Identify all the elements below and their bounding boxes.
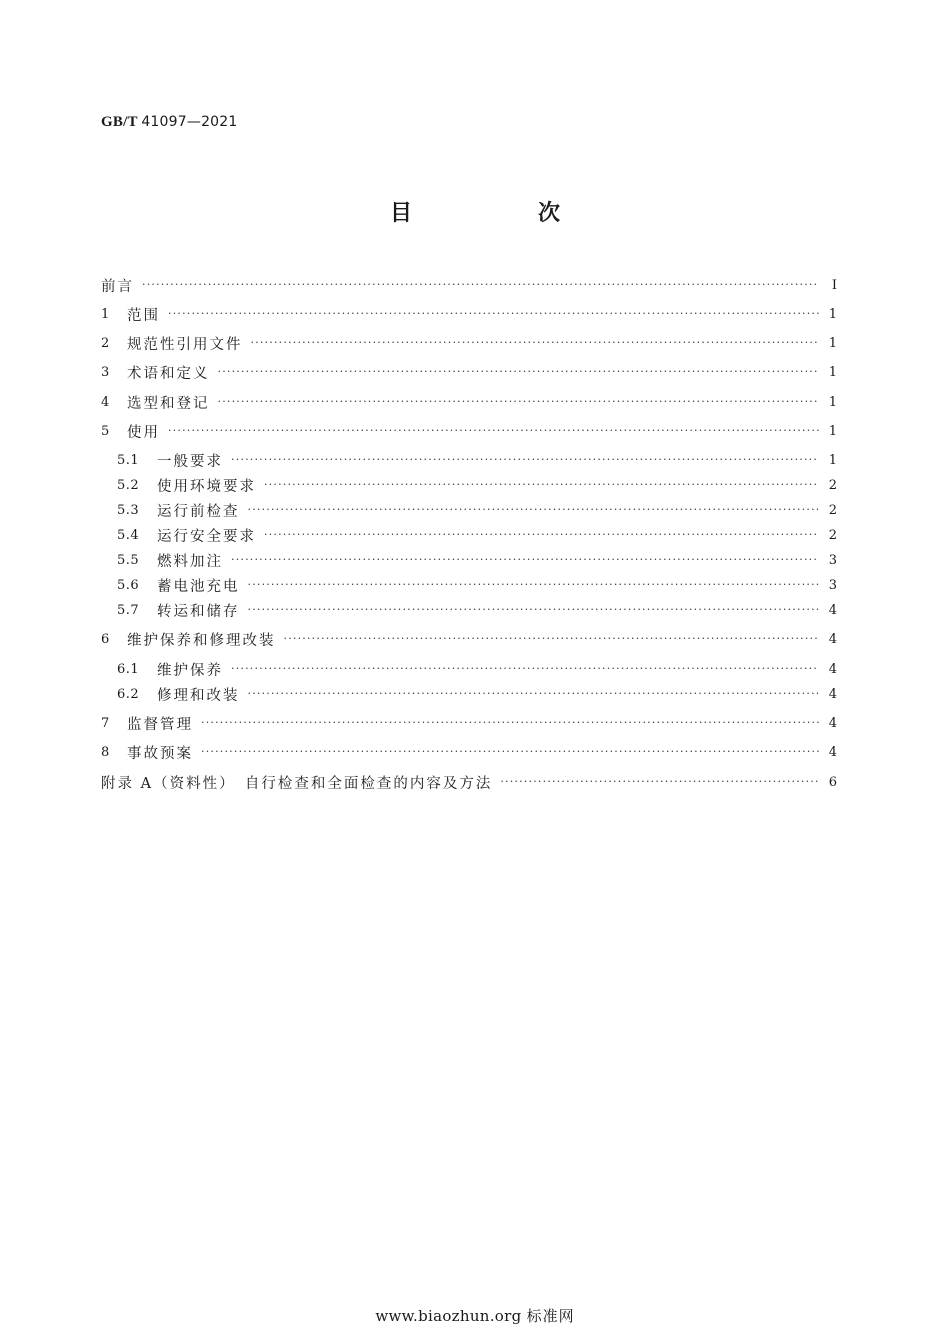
toc-entry-heading bbox=[101, 333, 243, 354]
toc-entry[interactable] bbox=[101, 574, 837, 596]
toc-leader-dots bbox=[168, 308, 819, 320]
toc-entry-page-number: 3 bbox=[828, 552, 837, 568]
toc-entry-number: 4 bbox=[101, 394, 110, 410]
toc-entry-label: 修理和改装 bbox=[157, 687, 240, 704]
toc-entry-heading bbox=[117, 450, 223, 471]
toc-entry[interactable] bbox=[101, 303, 837, 325]
toc-entry-label: 使用 bbox=[127, 424, 160, 441]
toc-entry-heading bbox=[101, 772, 492, 793]
toc-entry-heading bbox=[117, 550, 223, 571]
toc-entry-number: 8 bbox=[101, 744, 110, 760]
toc-entry[interactable] bbox=[101, 361, 837, 383]
toc-entry-number: 6 bbox=[101, 631, 110, 647]
toc-entry-page-number: Ⅰ bbox=[831, 277, 837, 293]
toc-entry-page-number: 2 bbox=[828, 502, 837, 518]
toc-entry-heading bbox=[117, 475, 256, 496]
toc-entry[interactable] bbox=[101, 712, 837, 734]
toc-entry-heading bbox=[117, 500, 240, 521]
toc-entry-heading bbox=[101, 275, 134, 296]
toc-entry[interactable] bbox=[101, 499, 837, 521]
footer bbox=[0, 1305, 950, 1326]
toc-entry[interactable] bbox=[101, 658, 837, 680]
toc-leader-dots bbox=[218, 396, 820, 408]
toc-entry-number: 5.6 bbox=[117, 577, 140, 593]
toc-entry-label: 维护保养和修理改装 bbox=[127, 632, 276, 649]
toc-entry-page-number: 1 bbox=[828, 364, 837, 380]
toc-entry-label: 一般要求 bbox=[157, 453, 223, 470]
toc-entry-page-number: 4 bbox=[828, 661, 837, 677]
toc-entry-heading bbox=[117, 600, 240, 621]
toc-entry-heading bbox=[117, 525, 256, 546]
toc-entry-heading bbox=[101, 421, 160, 442]
toc-entry-page-number: 3 bbox=[828, 577, 837, 593]
toc-entry-heading bbox=[101, 629, 276, 650]
toc-entry-page-number: 1 bbox=[828, 394, 837, 410]
toc-entry-heading bbox=[101, 362, 210, 383]
page-title: 目 次 bbox=[389, 201, 612, 226]
toc-entry-page-number: 1 bbox=[828, 335, 837, 351]
toc-entry-heading bbox=[101, 304, 160, 325]
toc-leader-dots bbox=[231, 663, 819, 675]
toc-leader-dots bbox=[248, 604, 820, 616]
toc-entry-heading bbox=[101, 713, 193, 734]
toc-entry-label: 监督管理 bbox=[127, 716, 193, 733]
toc-entry[interactable] bbox=[101, 683, 837, 705]
toc-leader-dots bbox=[231, 554, 819, 566]
toc-entry-number: 5 bbox=[101, 423, 110, 439]
toc-entry-label: 选型和登记 bbox=[127, 395, 210, 412]
toc-entry-number: 5.1 bbox=[117, 452, 140, 468]
toc-entry[interactable] bbox=[101, 549, 837, 571]
toc-leader-dots bbox=[231, 454, 819, 466]
toc-entry-label: 事故预案 bbox=[127, 745, 193, 762]
toc-entry-number: 5.4 bbox=[117, 527, 140, 543]
toc-entry-heading bbox=[101, 392, 210, 413]
footer-site-name: 标准网 bbox=[526, 1307, 575, 1325]
toc-leader-dots bbox=[142, 279, 819, 291]
toc-entry[interactable] bbox=[101, 771, 837, 793]
toc-entry-number: 6.2 bbox=[117, 686, 140, 702]
standard-number: 41097—2021 bbox=[141, 114, 238, 130]
toc-entry-number: 5.3 bbox=[117, 502, 140, 518]
toc-leader-dots bbox=[284, 633, 820, 645]
toc-entry-page-number: 6 bbox=[828, 774, 837, 790]
toc-entry-number: 6.1 bbox=[117, 661, 140, 677]
toc-entry-number: 5.2 bbox=[117, 477, 140, 493]
toc-entry[interactable] bbox=[101, 332, 837, 354]
toc-entry-page-number: 4 bbox=[828, 602, 837, 618]
toc-entry-page-number: 4 bbox=[828, 715, 837, 731]
toc-entry-label: 燃料加注 bbox=[157, 553, 223, 570]
toc-entry-page-number: 2 bbox=[828, 477, 837, 493]
toc-entry-page-number: 1 bbox=[828, 306, 837, 322]
toc-entry-number: 7 bbox=[101, 715, 110, 731]
toc-entry[interactable] bbox=[101, 628, 837, 650]
toc-entry-number: 1 bbox=[101, 306, 110, 322]
toc-leader-dots bbox=[264, 479, 819, 491]
toc-leader-dots bbox=[251, 337, 820, 349]
toc-leader-dots bbox=[218, 366, 820, 378]
toc-entry-label: 维护保养 bbox=[157, 662, 223, 679]
toc-entry-label: 转运和储存 bbox=[157, 603, 240, 620]
toc-entry-label: 运行安全要求 bbox=[157, 528, 256, 545]
footer-url[interactable]: www.biaozhun.org bbox=[375, 1307, 522, 1325]
toc-leader-dots bbox=[248, 504, 820, 516]
toc-entry-label: 术语和定义 bbox=[127, 365, 210, 382]
toc-entry[interactable] bbox=[101, 524, 837, 546]
toc-entry[interactable] bbox=[101, 599, 837, 621]
toc-leader-dots bbox=[168, 425, 819, 437]
toc-entry-page-number: 1 bbox=[828, 423, 837, 439]
toc-entry[interactable] bbox=[101, 391, 837, 413]
toc-leader-dots bbox=[248, 579, 820, 591]
toc-entry-number: 5.5 bbox=[117, 552, 140, 568]
toc-entry-label: 前言 bbox=[101, 278, 134, 295]
toc-entry-page-number: 4 bbox=[828, 631, 837, 647]
toc-entry[interactable] bbox=[101, 474, 837, 496]
toc-entry-heading bbox=[117, 575, 240, 596]
toc-leader-dots bbox=[201, 717, 819, 729]
toc-entry-heading bbox=[101, 742, 193, 763]
toc-entry[interactable] bbox=[101, 420, 837, 442]
toc-entry[interactable] bbox=[101, 274, 837, 296]
toc-entry-heading bbox=[117, 684, 240, 705]
standard-code bbox=[101, 114, 238, 131]
toc-entry[interactable] bbox=[101, 449, 837, 471]
toc-entry-page-number: 4 bbox=[828, 744, 837, 760]
toc-entry-label: 使用环境要求 bbox=[157, 478, 256, 495]
toc-leader-dots bbox=[248, 688, 820, 700]
toc-entry-number: 2 bbox=[101, 335, 110, 351]
toc-entry-page-number: 1 bbox=[828, 452, 837, 468]
toc-entry-label: 规范性引用文件 bbox=[127, 336, 243, 353]
toc-entry-page-number: 2 bbox=[828, 527, 837, 543]
toc-entry-number: 5.7 bbox=[117, 602, 140, 618]
toc-entry-heading bbox=[117, 659, 223, 680]
toc-entry-label: 蓄电池充电 bbox=[157, 578, 240, 595]
toc-entry-number: 3 bbox=[101, 364, 110, 380]
toc-leader-dots bbox=[500, 776, 819, 788]
toc-entry-label: 范围 bbox=[127, 307, 160, 324]
toc-leader-dots bbox=[201, 746, 819, 758]
toc-entry[interactable] bbox=[101, 741, 837, 763]
toc-entry-label: 运行前检查 bbox=[157, 503, 240, 520]
standard-prefix: GB/T bbox=[101, 114, 138, 130]
toc-entry-label: 附录 A（资料性） 自行检查和全面检查的内容及方法 bbox=[101, 775, 493, 792]
toc-entry-page-number: 4 bbox=[828, 686, 837, 702]
toc-leader-dots bbox=[264, 529, 819, 541]
